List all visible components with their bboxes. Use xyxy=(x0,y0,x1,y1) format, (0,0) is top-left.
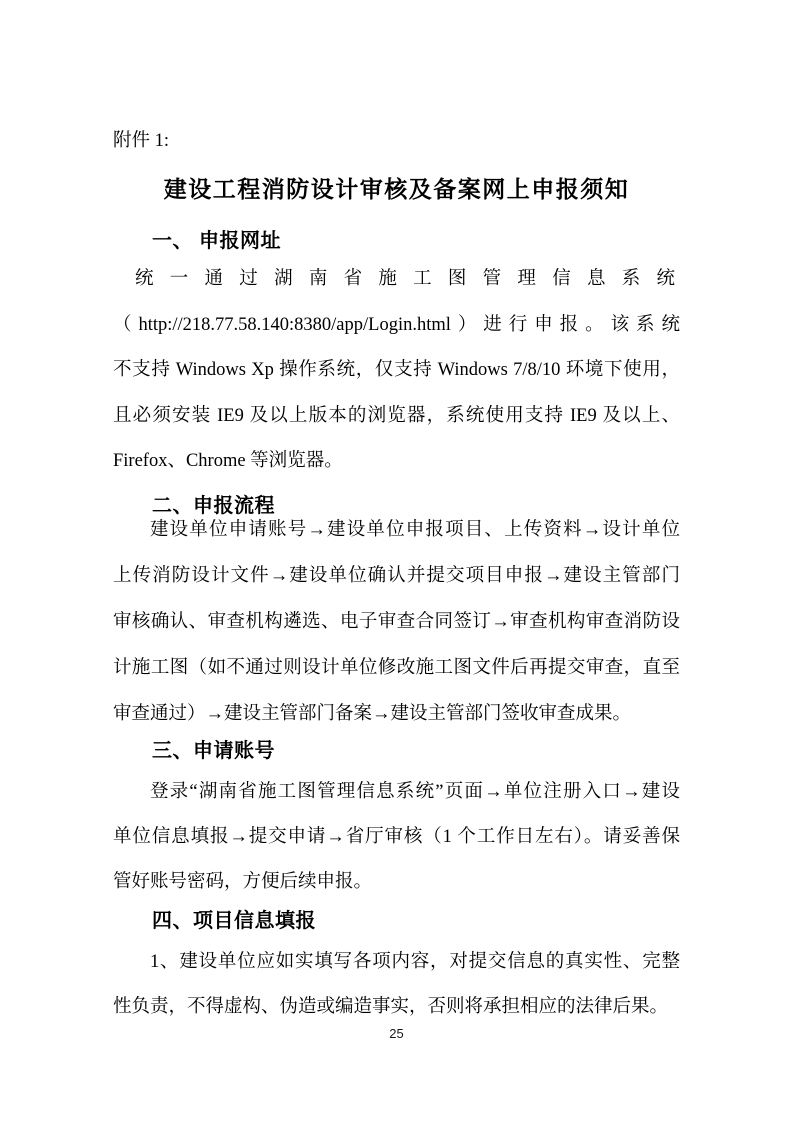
body-line: 管好账号密码，方便后续申报。 xyxy=(113,872,373,892)
attachment-label: 附件 1: xyxy=(113,131,170,151)
body-line: 且必须安装 IE9 及以上版本的浏览器，系统使用支持 IE9 及以上、 xyxy=(113,406,680,426)
body-line: 登录“湖南省施工图管理信息系统”页面→单位注册入口→建设 xyxy=(150,782,680,802)
body-line: 上传消防设计文件→建设单位确认并提交项目申报→建设主管部门 xyxy=(113,566,680,586)
body-line: 统一通过湖南省施工图管理信息系统 xyxy=(135,269,675,289)
page-number: 25 xyxy=(389,1026,404,1041)
body-line: （http://218.77.58.140:8380/app/Login.html）进行申报。该系统 xyxy=(113,315,680,335)
body-line: 审核确认、审查机构遴选、电子审查合同签订→审查机构审查消防设 xyxy=(113,612,680,632)
body-line: 性负责，不得虚构、伪造或编造事实，否则将承担相应的法律后果。 xyxy=(113,997,669,1017)
body-line: 审查通过）→建设主管部门备案→建设主管部门签收审查成果。 xyxy=(113,704,632,724)
body-line: 建设单位申请账号→建设单位申报项目、上传资料→设计单位 xyxy=(150,520,680,540)
document-title: 建设工程消防设计审核及备案网上申报须知 xyxy=(163,177,630,202)
body-line: 单位信息填报→提交申请→省厅审核（1 个工作日左右）。请妥善保 xyxy=(113,827,680,847)
body-line: 1、建设单位应如实填写各项内容，对提交信息的真实性、完整 xyxy=(150,952,680,972)
section-heading-4: 四、项目信息填报 xyxy=(152,910,316,932)
body-line: 计施工图（如不通过则设计单位修改施工图文件后再提交审查，直至 xyxy=(113,658,680,678)
section-heading-3: 三、申请账号 xyxy=(152,740,275,762)
section-heading-2: 二、申报流程 xyxy=(152,495,275,517)
body-line: 不支持 Windows Xp 操作系统，仅支持 Windows 7/8/10 环境下使用， xyxy=(113,360,680,380)
body-line: Firefox、Chrome 等浏览器。 xyxy=(113,451,343,471)
section-heading-1: 一、 申报网址 xyxy=(152,230,282,252)
